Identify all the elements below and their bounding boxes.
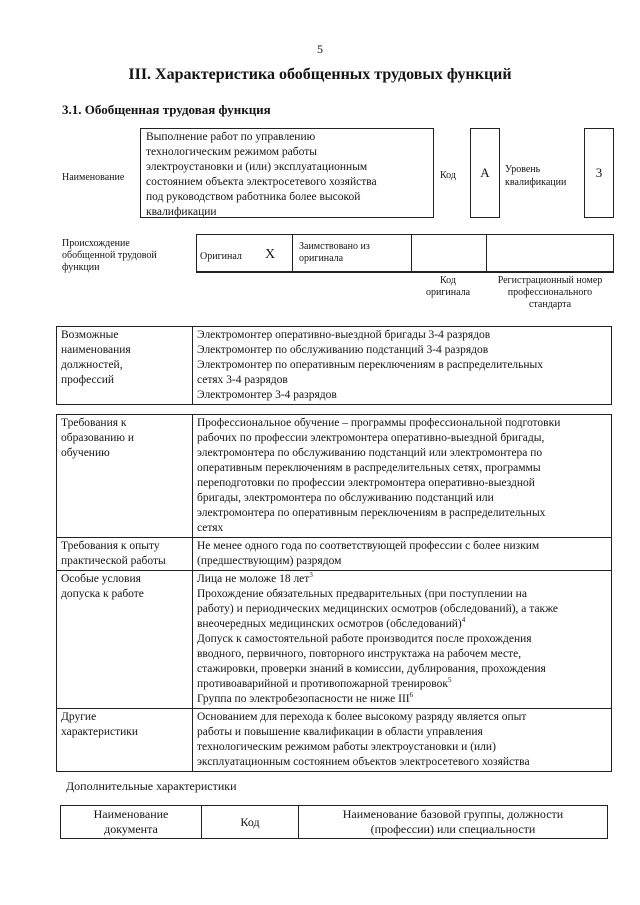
table-row <box>57 571 612 709</box>
table-row <box>57 415 612 538</box>
experience-value-cell <box>193 538 612 571</box>
label-line: профессий <box>61 374 115 386</box>
text-line: стажировки, проверки знаний в комиссии, дублирования, прохождения <box>197 663 546 675</box>
text-line: вводного, первичного, повторного инструктажа на рабочем месте, <box>197 648 522 660</box>
original-code-cell <box>411 234 487 272</box>
caption-line: стандарта <box>528 299 572 310</box>
footnote-ref: 5 <box>447 676 452 685</box>
profession-item: Электромонтер 3-4 разрядов <box>197 389 337 401</box>
label-line: наименования <box>61 344 131 356</box>
profession-item: Электромонтер оперативно-выездной бригады 3-4 разрядов <box>197 329 491 341</box>
profession-item: Электромонтер по обслуживанию подстанций 3-4 разрядов <box>197 344 489 356</box>
text-line: (предшествующим) разрядом <box>197 555 342 567</box>
profession-item: сетях 3-4 разрядов <box>197 374 288 386</box>
page-number: 5 <box>317 42 323 56</box>
subsection-title: 3.1. Обобщенная трудовая функция <box>62 102 271 117</box>
additional-characteristics-title: Дополнительные характеристики <box>66 779 237 793</box>
label-line: Требования к опыту <box>61 540 160 552</box>
function-name-cell <box>140 128 434 218</box>
caption-line: оригинала <box>425 287 471 298</box>
level-label-line: Уровень <box>505 164 541 175</box>
text-line: эксплуатационным состоянием объектов электросетевого хозяйства <box>197 756 530 768</box>
label-line: Другие <box>61 711 97 723</box>
label-line: допуска к работе <box>61 588 144 600</box>
origin-label-line: обобщенной трудовой <box>62 250 157 261</box>
original-mark: X <box>265 247 276 262</box>
professions-label-cell <box>57 327 193 405</box>
origin-underline <box>196 272 614 273</box>
function-name-line: электроустановки и (или) эксплуатационным <box>146 161 368 173</box>
requirements-table <box>56 414 612 772</box>
age-text: Лица не моложе 18 лет <box>197 573 310 585</box>
registration-number-cell <box>486 234 614 272</box>
special-conditions-label-cell <box>57 571 193 709</box>
header-line: (профессии) или специальности <box>370 822 536 836</box>
age-requirement <box>197 572 607 587</box>
label-line: образованию и <box>61 432 134 444</box>
professions-value-cell <box>193 327 612 405</box>
borrowed-label <box>299 241 370 265</box>
function-name-line: состоянием объекта электросетевого хозяйства <box>146 176 377 188</box>
professions-table <box>56 326 612 405</box>
additional-characteristics-table <box>60 805 608 839</box>
text-line: рабочих по профессии электромонтера оперативно-выездной бригады, <box>197 432 545 444</box>
text-line-with-footnote <box>197 617 607 632</box>
function-name-line: Выполнение работ по управлению <box>146 131 316 143</box>
safety-text: Группа по электробезопасности не ниже III <box>197 693 410 705</box>
origin-label-line: функции <box>62 262 100 273</box>
original-code-caption <box>412 275 484 299</box>
education-label-cell <box>57 415 193 538</box>
code-value-cell: А <box>470 128 500 218</box>
function-name-line: квалификации <box>146 206 217 218</box>
footnote-ref: 3 <box>309 571 313 580</box>
column-header-code: Код <box>202 806 299 839</box>
safety-group <box>197 692 607 707</box>
table-row <box>57 327 612 405</box>
caption-line: Код <box>440 275 456 286</box>
special-conditions-value-cell <box>193 571 612 709</box>
label-line: Особые условия <box>61 573 141 585</box>
text-line: технологическим режимом работы электроустановки и (или) <box>197 741 496 753</box>
text-line: работу) и периодических медицинских осмотров (обследований), а также <box>197 603 559 615</box>
origin-label-line: Происхождение <box>62 238 130 249</box>
label-line: практической работы <box>61 555 166 567</box>
footnote-ref: 4 <box>461 616 466 625</box>
text-line: работы и повышение квалификации в области управления <box>197 726 483 738</box>
name-label: Наименование <box>62 172 125 183</box>
experience-label-cell <box>57 538 193 571</box>
code-label: Код <box>440 170 456 181</box>
text-line: электромонтера по оперативным переключениям в распределительных <box>197 507 546 519</box>
text-line: переподготовки по профессии электромонтера оперативно-выездной <box>197 477 535 489</box>
borrowed-label-line: Заимствовано из <box>299 241 370 252</box>
label-line: обучению <box>61 447 110 459</box>
label-line: должностей, <box>61 359 123 371</box>
text-fragment: внеочередных медицинских осмотров (обследований) <box>197 618 462 630</box>
text-line-with-footnote <box>197 677 607 692</box>
label-line: Требования к <box>61 417 127 429</box>
original-label: Оригинал <box>200 251 242 262</box>
label-line: Возможные <box>61 329 119 341</box>
column-header-document <box>61 806 202 839</box>
header-line: документа <box>104 822 158 836</box>
header-line: Наименование <box>93 807 169 821</box>
borrowed-label-line: оригинала <box>299 253 344 264</box>
qualification-level-cell: 3 <box>584 128 614 218</box>
caption-line: Регистрационный номер <box>497 275 603 286</box>
text-line: бригады, электромонтера по обслуживанию подстанций или <box>197 492 494 504</box>
other-characteristics-value-cell <box>193 709 612 772</box>
function-name-line: технологическим режимом работы <box>146 146 317 158</box>
label-line: характеристики <box>61 726 139 738</box>
text-line: Допуск к самостоятельной работе производится после прохождения <box>197 633 532 645</box>
footnote-ref: 6 <box>409 691 414 700</box>
text-line: сетях <box>197 522 224 534</box>
table-row <box>57 538 612 571</box>
qualification-level-label <box>505 163 566 189</box>
column-header-group <box>299 806 608 839</box>
header-line: Наименование базовой группы, должности <box>342 807 564 821</box>
text-line: Профессиональное обучение – программы профессиональной подготовки <box>197 417 561 429</box>
registration-number-caption <box>486 275 614 311</box>
text-line: оперативным переключениям в распределительных сетях, программы <box>197 462 541 474</box>
profession-item: Электромонтер по оперативным переключениям в распределительных <box>197 359 544 371</box>
origin-label <box>62 238 157 274</box>
table-row <box>57 709 612 772</box>
caption-line: профессионального <box>507 287 593 298</box>
text-fragment: противоаварийной и противопожарной тренировок <box>197 678 448 690</box>
text-line: Основанием для перехода к более высокому разряду является опыт <box>197 711 527 723</box>
function-name-line: под руководством работника более высокой <box>146 191 361 203</box>
table-header-row <box>61 806 608 839</box>
section-title: III. Характеристика обобщенных трудовых функций <box>128 66 512 83</box>
text-line: электромонтера по обслуживанию подстанций или электромонтера по <box>197 447 543 459</box>
education-value-cell <box>193 415 612 538</box>
level-label-line: квалификации <box>505 177 567 188</box>
text-line: Прохождение обязательных предварительных (при поступлении на <box>197 588 527 600</box>
other-characteristics-label-cell <box>57 709 193 772</box>
text-line: Не менее одного года по соответствующей профессии с более низким <box>197 540 540 552</box>
